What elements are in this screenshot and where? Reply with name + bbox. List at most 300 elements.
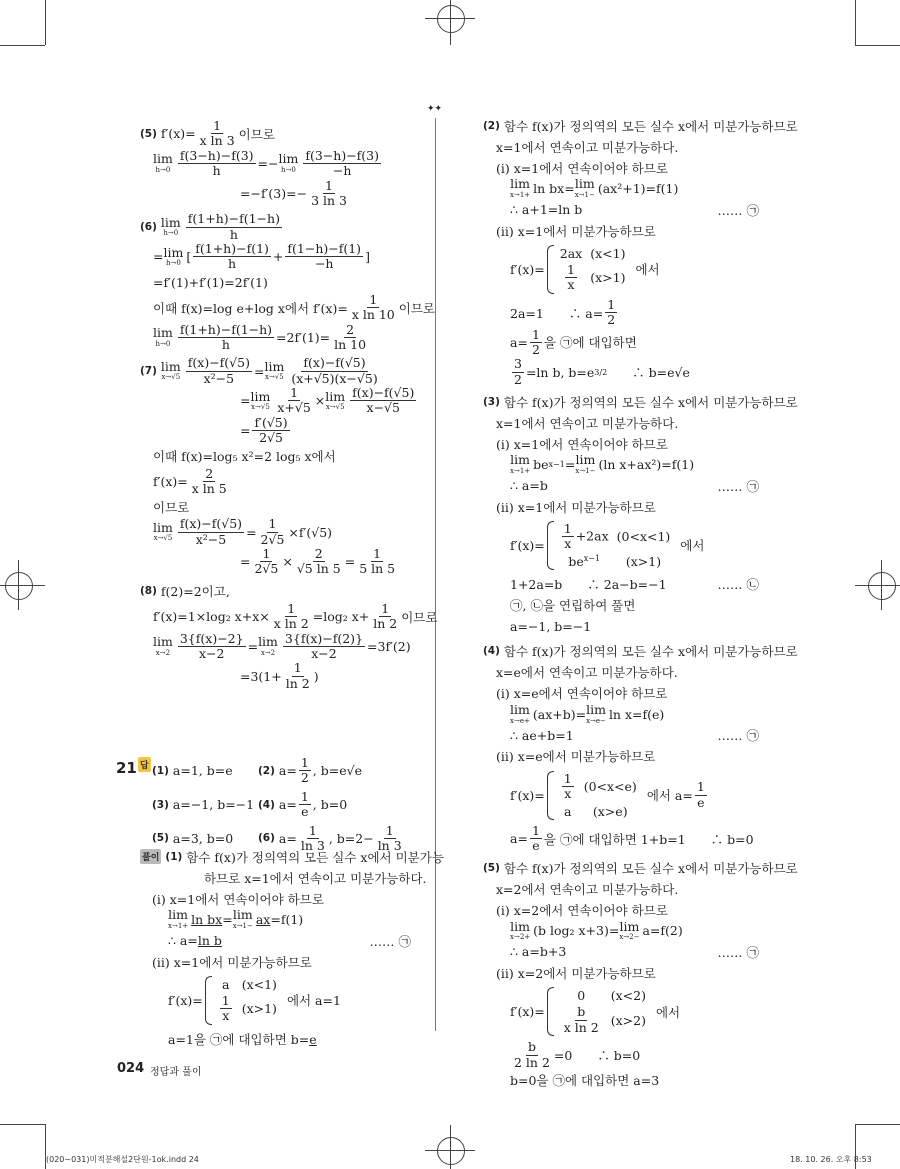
solution-line — [153, 467, 430, 497]
math-text: be — [533, 457, 549, 472]
math-text: (x<2) — [610, 988, 646, 1004]
right-column-solutions — [483, 115, 798, 1091]
limit-word: lim — [510, 918, 530, 934]
solution-line — [510, 357, 763, 387]
limit-subscript: x→2− — [619, 933, 640, 942]
fraction — [178, 517, 244, 547]
math-text: a= — [278, 797, 297, 813]
limit — [264, 358, 285, 382]
item-label: (3) — [152, 798, 169, 811]
fraction-denominator: ln 2 — [285, 675, 310, 691]
limit-word: lim — [264, 358, 285, 374]
fraction-numerator: 1 — [262, 546, 271, 561]
piecewise-case — [560, 553, 679, 570]
limit-word: lim — [160, 214, 181, 230]
math-text: =− — [257, 156, 279, 172]
math-text: 에서 — [680, 538, 705, 554]
math-text: 에서 — [655, 1004, 681, 1020]
math-text: (x>2) — [610, 1012, 646, 1028]
math-text: + — [272, 249, 284, 265]
fraction — [178, 323, 274, 353]
fraction-denominator: x−√5 — [366, 400, 400, 416]
limit — [575, 454, 595, 475]
math-text: a=1, b=e — [172, 763, 233, 779]
math-text: = — [247, 638, 259, 654]
math-text: (ⅱ) x=2에서 미분가능하므로 — [496, 965, 656, 981]
fraction — [178, 149, 256, 179]
math-text: = — [222, 912, 233, 927]
fraction-numerator: 1 — [385, 822, 394, 838]
case-expression — [560, 987, 611, 1004]
case-expression — [218, 993, 242, 1025]
solution-line — [510, 725, 763, 746]
limit-subscript: x→1− — [232, 921, 253, 930]
solution-line — [152, 888, 415, 909]
solution-line — [510, 1070, 763, 1091]
math-text: (ⅱ) x=e에서 미분가능하므로 — [496, 749, 656, 765]
case-condition — [242, 976, 285, 993]
case-expression — [560, 803, 584, 820]
math-text: (ax+b)= — [532, 706, 587, 722]
math-text: x=2에서 연속이고 미분가능하다. — [496, 881, 679, 897]
solution-line — [153, 600, 438, 632]
math-text: (x>1) — [241, 1001, 277, 1017]
limit-word: lim — [153, 634, 173, 650]
underlined-text: ax — [255, 912, 271, 927]
item-heading-line — [140, 356, 430, 386]
math-text: (ⅰ) x=2에서 연속이어야 하므로 — [496, 902, 668, 918]
math-text: , b=2− — [328, 830, 374, 846]
solution-line — [510, 241, 763, 298]
answer-item — [258, 756, 428, 786]
fraction-numerator: 1 — [563, 770, 572, 786]
limit — [163, 244, 184, 268]
fraction-denominator: x — [567, 277, 575, 293]
math-text: (x>1) — [590, 270, 626, 286]
fraction-denominator: √5 ln 5 — [296, 561, 341, 577]
solution-line — [496, 662, 763, 683]
fraction — [186, 212, 282, 242]
math-text: ∴ a=b — [510, 478, 548, 493]
limit-word: lim — [574, 176, 595, 192]
math-text: a=−1, b=−1 — [172, 797, 255, 813]
case-expression — [560, 1004, 611, 1036]
limit-word: lim — [575, 452, 596, 468]
item-label: (4) — [258, 798, 275, 811]
math-text: a= — [278, 763, 297, 779]
fraction-numerator: 1 — [567, 262, 575, 277]
fraction — [299, 756, 311, 786]
math-text: 2a=1 ∴ a= — [510, 305, 604, 321]
solution-line — [496, 433, 763, 454]
fraction — [332, 323, 368, 353]
math-text: 에서 — [635, 262, 660, 278]
page-number: 024 — [117, 1061, 145, 1076]
limit — [510, 178, 530, 199]
underlined-text: ln b — [197, 933, 222, 948]
math-text: 에서 a=1 — [286, 993, 341, 1009]
fraction-numerator: 1 — [531, 822, 540, 838]
math-text: =0 ∴ b=0 — [553, 1048, 641, 1064]
limit-subscript: x→√5 — [153, 534, 173, 543]
fraction — [605, 298, 617, 328]
fraction — [272, 602, 311, 632]
limit-word: lim — [278, 151, 299, 167]
math-text: (b log₂ x+3)= — [533, 923, 620, 939]
solution-line — [168, 930, 415, 951]
math-text: = — [153, 249, 164, 265]
fraction-numerator: 2 — [346, 321, 355, 337]
left-column-solutions — [140, 118, 438, 691]
item-label: (6) — [258, 832, 275, 845]
piecewise-cases — [560, 987, 654, 1036]
math-text: = — [246, 524, 257, 540]
math-text: =3(1+ — [240, 668, 282, 684]
limit-subscript: h→0 — [166, 259, 181, 268]
fraction-denominator: 3 ln 3 — [311, 192, 347, 208]
fraction-numerator: 1 — [308, 822, 317, 838]
fraction — [371, 602, 399, 632]
piecewise-case — [218, 993, 285, 1025]
fraction — [350, 386, 416, 416]
math-text: f′(x)= — [510, 537, 545, 553]
math-text: × — [282, 554, 293, 570]
math-text: , b=0 — [312, 797, 348, 813]
limit-word: lim — [168, 907, 188, 923]
limit-subscript: x→1+ — [168, 921, 189, 930]
item-heading-line — [483, 857, 798, 878]
math-text: =log₂ x+ — [312, 609, 370, 625]
problem-number: 21 — [116, 759, 137, 777]
math-text: =ln b, b=e — [525, 364, 595, 380]
answer-badge: 답 — [138, 757, 151, 772]
limit-subscript: h→0 — [163, 229, 179, 238]
math-text: (ⅰ) x=1에서 연속이어야 하므로 — [496, 160, 668, 176]
fraction-numerator: f(3−h)−f(3) — [305, 147, 380, 163]
fraction-denominator: ln 10 — [334, 336, 367, 352]
fraction — [193, 242, 271, 272]
fraction-numerator: 3 — [514, 356, 522, 372]
limit — [160, 214, 181, 238]
fraction-denominator: 2√5 — [259, 430, 283, 446]
math-text: (ln x+ax²)=f(1) — [598, 457, 695, 472]
case-condition — [242, 993, 285, 1025]
math-text: 2ax — [559, 246, 583, 261]
case-condition — [590, 262, 633, 294]
fraction-denominator: x²−5 — [203, 370, 235, 386]
solution-line — [510, 178, 763, 199]
answer-item — [152, 756, 258, 786]
solution-block — [140, 846, 444, 1050]
fraction-denominator: x — [564, 786, 572, 802]
column-divider — [435, 118, 436, 1031]
item-label: (3) — [483, 395, 500, 408]
underlined-text: e — [309, 1031, 317, 1047]
piecewise-case — [560, 245, 634, 262]
fraction-denominator: x+√5 — [277, 400, 311, 416]
left-brace-icon — [547, 245, 554, 294]
piecewise-function — [205, 976, 285, 1025]
math-text: = — [253, 363, 265, 379]
solution-line — [510, 704, 763, 725]
solution-line — [153, 291, 435, 323]
fraction — [198, 119, 237, 149]
solution-line — [153, 149, 430, 179]
fraction-numerator: f(1+h)−f(1−h) — [179, 321, 273, 337]
math-text: a= — [510, 831, 528, 847]
solution-line — [153, 446, 430, 467]
math-text: ln bx= — [533, 181, 575, 196]
fraction-denominator: x — [564, 536, 572, 552]
limit-word: lim — [153, 325, 173, 341]
fraction-denominator: h — [229, 226, 238, 242]
math-text: a=1을 ㉠에 대입하면 b= — [168, 1032, 310, 1048]
item-label: (4) — [483, 645, 500, 658]
limit-subscript: x→1− — [574, 190, 595, 199]
section-title: 정답과 풀이 — [150, 1067, 202, 1078]
math-text: 이때 f(x)=log e+log x에서 f′(x)= — [153, 300, 348, 316]
fraction-denominator: 2 ln 2 — [514, 1054, 550, 1070]
item-heading-line — [483, 115, 798, 136]
fraction — [512, 1040, 552, 1070]
math-text: (ⅱ) x=1에서 미분가능하므로 — [496, 499, 656, 515]
limit-word: lim — [619, 918, 640, 934]
math-text: = — [240, 393, 251, 409]
fraction-numerator: 1 — [293, 660, 302, 676]
piecewise-case — [560, 771, 645, 803]
math-text: 이므로 — [401, 609, 438, 625]
fraction-numerator: f(1+h)−f(1) — [195, 241, 269, 256]
math-text: ∴ a= — [168, 933, 198, 948]
solution-line — [496, 136, 763, 157]
math-text: 함수 f(x)가 정의역의 모든 실수 x에서 미분가능하므로 — [503, 394, 798, 410]
fraction — [562, 522, 574, 552]
solution-line — [240, 416, 430, 446]
fraction-denominator: e — [697, 794, 705, 810]
limit-word: lim — [163, 244, 184, 260]
solution-line — [496, 412, 763, 433]
answer-grid — [152, 756, 428, 853]
fraction-numerator: 1 — [268, 516, 277, 532]
solution-line — [510, 1040, 763, 1070]
fraction-denominator: x — [222, 1008, 230, 1024]
math-text: =f′(1)+f′(1)=2f′(1) — [153, 274, 268, 290]
fraction — [289, 356, 379, 386]
fraction-numerator: 1 — [300, 788, 309, 804]
math-text: = — [240, 423, 251, 439]
superscript: x−1 — [548, 460, 565, 469]
math-text: (x<1) — [590, 246, 626, 261]
solution-line — [240, 386, 430, 416]
limit-subscript: h→0 — [155, 165, 171, 174]
math-text: ∴ a=b+3 — [510, 944, 567, 960]
piecewise-function — [547, 987, 654, 1036]
fraction-denominator: x ln 10 — [351, 307, 395, 323]
fraction — [295, 547, 343, 577]
equation-marker: …… ㉠ — [717, 728, 759, 744]
solution-line — [153, 272, 430, 293]
item-label: (5) — [483, 861, 500, 874]
math-text: f′(x)= — [510, 261, 545, 277]
column-ornament-icon: ✦✦ — [427, 104, 443, 114]
solution-line — [510, 983, 763, 1040]
fraction-numerator: 1 — [563, 521, 572, 536]
solution-line — [153, 632, 430, 662]
item-heading-line — [140, 846, 444, 867]
math-text: ∴ ae+b=1 — [510, 727, 574, 743]
math-text: =−f′(3)=− — [240, 185, 308, 201]
solution-line — [240, 179, 430, 209]
limit — [160, 358, 181, 382]
limit-word: lim — [258, 634, 278, 650]
fraction-denominator: x ln 2 — [273, 616, 309, 632]
item-heading-line — [483, 391, 798, 412]
case-expression — [218, 976, 242, 993]
limit-subscript: x→√5 — [161, 373, 181, 382]
math-text: a=f(2) — [642, 923, 683, 939]
case-expression — [560, 553, 617, 570]
limit — [153, 153, 173, 174]
fraction-numerator: f(x)−f(√5) — [303, 355, 366, 371]
limit — [278, 153, 298, 174]
math-text: (ⅰ) x=e에서 연속이어야 하므로 — [496, 686, 668, 702]
limit — [575, 178, 595, 199]
solution-line — [510, 199, 763, 220]
fraction-denominator: e — [301, 804, 309, 820]
limit-subscript: x→e− — [586, 716, 606, 725]
math-text: 함수 f(x)가 정의역의 모든 실수 x에서 미분가능 — [186, 849, 444, 865]
fraction-denominator: x ln 3 — [199, 133, 235, 149]
case-expression — [560, 771, 584, 803]
solution-line — [168, 909, 415, 930]
fraction-numerator: 1 — [300, 755, 309, 770]
item-heading-line — [140, 581, 430, 602]
item-heading-line — [140, 212, 430, 242]
fraction — [252, 416, 289, 446]
math-text: 하므로 x=1에서 연속이고 미분가능하다. — [204, 870, 427, 886]
math-text: 1+2a=b ∴ 2a−b=−1 — [510, 577, 667, 593]
solution-line — [510, 824, 763, 854]
math-text: f′(x)= — [168, 992, 203, 1008]
fraction-numerator: b — [577, 1004, 586, 1020]
math-text: 함수 f(x)가 정의역의 모든 실수 x에서 미분가능하므로 — [503, 644, 798, 660]
solution-line — [153, 323, 430, 353]
limit — [325, 388, 346, 412]
piecewise-case — [560, 262, 634, 294]
fraction-numerator: 1 — [213, 118, 222, 133]
left-brace-icon — [547, 521, 554, 570]
limit — [153, 327, 173, 348]
solution-line — [510, 941, 763, 962]
solution-line — [510, 595, 763, 616]
limit-word: lim — [153, 519, 173, 535]
math-text: =2f′(1)= — [276, 329, 331, 345]
limit — [168, 909, 188, 930]
equation-marker: …… ㉠ — [369, 933, 411, 949]
piecewise-function — [547, 245, 634, 294]
solution-line — [510, 475, 763, 496]
math-text: b=0을 ㉠에 대입하면 a=3 — [510, 1073, 660, 1089]
solution-badge: 풀이 — [140, 849, 161, 864]
fraction — [186, 356, 252, 386]
fraction-denominator: 2 — [531, 341, 540, 357]
solution-line — [496, 157, 763, 178]
fraction-numerator: b — [527, 1039, 536, 1055]
solution-line — [510, 767, 763, 824]
fraction-numerator: f(1−h)−f(1) — [287, 241, 362, 256]
solution-line — [510, 574, 763, 595]
solution-line — [496, 746, 763, 767]
fraction-numerator: 1 — [325, 177, 333, 193]
fraction-numerator: 2 — [205, 465, 214, 481]
math-text: (0<x<e) — [583, 779, 637, 795]
superscript: 3/2 — [594, 367, 608, 377]
fraction-numerator: f(3−h)−f(3) — [179, 147, 254, 163]
fraction — [303, 149, 381, 179]
math-text: a=−1, b=−1 — [510, 618, 592, 634]
piecewise-cases — [218, 976, 285, 1025]
fraction-denominator: 2 — [300, 770, 309, 786]
math-text: x=1에서 연속이고 미분가능하다. — [496, 139, 679, 155]
fraction — [252, 547, 280, 577]
fraction-numerator: 1 — [381, 600, 390, 616]
fraction — [530, 328, 542, 358]
fraction-denominator: ln 2 — [373, 616, 398, 632]
solution-line — [240, 661, 430, 691]
math-text: a= — [510, 334, 528, 350]
piecewise-case — [560, 1004, 654, 1036]
math-text: ㉠, ㉡을 연립하여 풀면 — [510, 598, 636, 614]
math-text: f(2)=2이고, — [160, 584, 230, 600]
math-text: +2ax — [575, 528, 609, 544]
math-text: x=1에서 연속이고 미분가능하다. — [496, 415, 679, 431]
math-text: a=3, b=0 — [172, 830, 234, 846]
superscript: x−1 — [583, 553, 601, 563]
fraction-denominator: x ln 2 — [563, 1019, 599, 1035]
fraction — [562, 1005, 601, 1035]
fraction — [220, 994, 232, 1024]
limit — [250, 388, 271, 412]
math-text: 이므로 — [153, 499, 190, 515]
solution-line — [168, 972, 415, 1029]
case-expression — [560, 521, 617, 553]
fraction-denominator: e — [532, 838, 540, 854]
left-brace-icon — [205, 976, 212, 1025]
piecewise-cases — [560, 245, 634, 294]
item-label: (1) — [152, 764, 169, 777]
solution-line — [496, 683, 763, 704]
solution-line — [510, 454, 763, 475]
solution-line — [152, 951, 415, 972]
answer-item — [258, 790, 428, 820]
fraction — [562, 772, 574, 802]
solution-line — [153, 496, 430, 517]
math-text: (ⅰ) x=1에서 연속이어야 하므로 — [496, 436, 668, 452]
math-text: 에서 a= — [646, 788, 693, 804]
piecewise-case — [218, 976, 285, 993]
solution-line — [496, 878, 763, 899]
limit-subscript: x→1− — [575, 466, 596, 475]
print-timestamp: 18. 10. 26. 오후 8:53 — [790, 1155, 872, 1164]
math-text: f′(x)=1×log₂ x+x× — [153, 609, 270, 625]
limit-subscript: x→1+ — [510, 466, 531, 475]
math-text: (ⅰ) x=1에서 연속이어야 하므로 — [152, 891, 324, 907]
math-text: = — [240, 554, 251, 570]
fraction — [259, 517, 287, 547]
limit-word: lim — [232, 907, 253, 923]
limit — [258, 636, 278, 657]
item-label: (5) — [152, 832, 169, 845]
